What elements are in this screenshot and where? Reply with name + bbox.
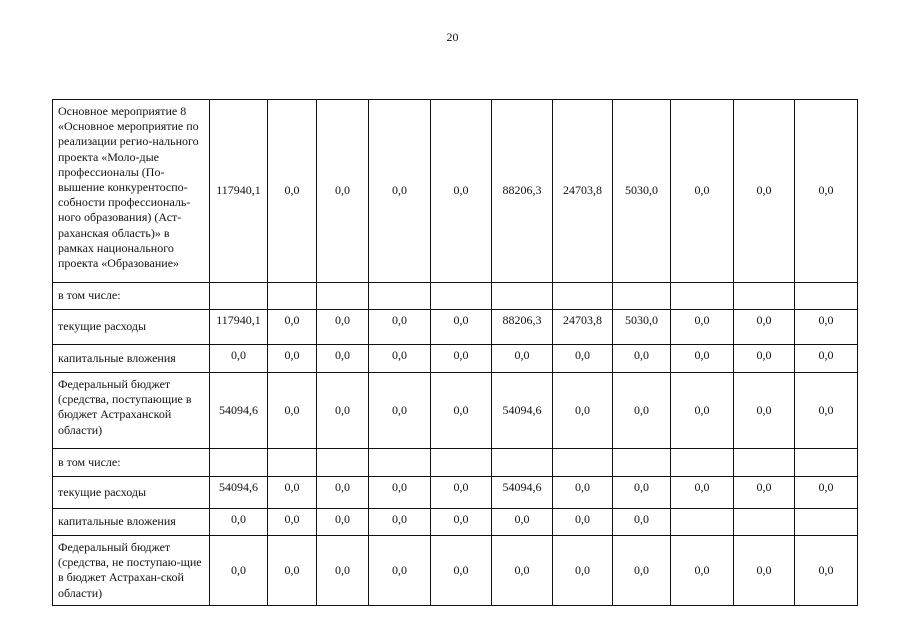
table-cell: 117940,1 (210, 100, 268, 283)
table-cell (210, 449, 268, 477)
table-cell: 0,0 (268, 310, 317, 345)
table-cell: 5030,0 (613, 310, 671, 345)
table-cell (734, 283, 795, 310)
table-cell: 0,0 (317, 310, 369, 345)
table-row (53, 536, 858, 606)
table-cell: 0,0 (431, 536, 492, 606)
table-cell: 0,0 (734, 100, 795, 283)
table-cell (492, 283, 553, 310)
table-cell: 0,0 (553, 509, 613, 536)
table-cell: 0,0 (431, 100, 492, 283)
table-cell: 0,0 (613, 477, 671, 509)
row-label: капитальные вложения (53, 509, 210, 536)
table-cell: 88206,3 (492, 310, 553, 345)
table-cell: 0,0 (431, 509, 492, 536)
table-cell: 54094,6 (492, 477, 553, 509)
budget-table (52, 99, 858, 606)
table-cell (795, 509, 858, 536)
table-cell: 0,0 (431, 477, 492, 509)
table-cell (492, 449, 553, 477)
table-cell: 0,0 (317, 100, 369, 283)
table-cell: 0,0 (317, 536, 369, 606)
table-cell: 0,0 (317, 345, 369, 373)
table-cell (268, 449, 317, 477)
table-cell: 0,0 (369, 477, 431, 509)
table-cell: 0,0 (210, 509, 268, 536)
table-cell: 0,0 (369, 345, 431, 373)
table-cell (553, 449, 613, 477)
table-cell: 0,0 (268, 345, 317, 373)
table-cell: 0,0 (795, 536, 858, 606)
table-cell: 0,0 (369, 310, 431, 345)
table-cell: 0,0 (431, 373, 492, 449)
table-cell: 88206,3 (492, 100, 553, 283)
table-cell (431, 449, 492, 477)
table-cell: 0,0 (268, 509, 317, 536)
table-cell: 0,0 (369, 509, 431, 536)
table-cell: 0,0 (492, 509, 553, 536)
table-cell: 0,0 (795, 373, 858, 449)
row-label: Федеральный бюджет (средства, поступающие в бюджет Астраханской области) (53, 373, 210, 449)
table-cell: 0,0 (431, 310, 492, 345)
table-row (53, 310, 858, 345)
table-cell: 0,0 (671, 345, 734, 373)
table-cell (268, 283, 317, 310)
table-row (53, 509, 858, 536)
table-cell: 0,0 (369, 100, 431, 283)
table-row (53, 373, 858, 449)
row-label: Основное мероприятие 8 «Основное мероприятие по реализации регио-нального проекта «Моло-дые профессионалы (По-вышение конкурентоспо-собности профессиональ-ного образования) (Аст-раханская область)» в рамках национального проекта «Образование» (53, 100, 210, 283)
table-row (53, 449, 858, 477)
row-label: Федеральный бюджет (средства, не поступаю-щие в бюджет Астрахан-ской области) (53, 536, 210, 606)
table-cell: 0,0 (795, 310, 858, 345)
table-cell: 0,0 (210, 345, 268, 373)
table-cell (317, 283, 369, 310)
table-cell (795, 449, 858, 477)
table-row (53, 283, 858, 310)
table-cell: 0,0 (553, 477, 613, 509)
table-cell: 0,0 (268, 100, 317, 283)
table-cell (431, 283, 492, 310)
table-cell: 0,0 (613, 373, 671, 449)
table-cell: 0,0 (553, 536, 613, 606)
table-cell: 0,0 (268, 477, 317, 509)
table-cell (613, 283, 671, 310)
table-cell (795, 283, 858, 310)
row-label: капитальные вложения (53, 345, 210, 373)
table-cell: 0,0 (210, 536, 268, 606)
table-cell: 0,0 (671, 536, 734, 606)
table-cell: 0,0 (734, 477, 795, 509)
table-cell (553, 283, 613, 310)
page-number: 20 (446, 30, 459, 44)
table-cell: 0,0 (734, 373, 795, 449)
table-cell (734, 449, 795, 477)
table-cell (210, 283, 268, 310)
table-row (53, 477, 858, 509)
table-cell: 0,0 (268, 536, 317, 606)
table-cell (317, 449, 369, 477)
table-cell: 0,0 (795, 100, 858, 283)
table-cell (734, 509, 795, 536)
table-cell: 0,0 (671, 310, 734, 345)
table-cell: 0,0 (613, 509, 671, 536)
table-cell: 0,0 (795, 477, 858, 509)
table-cell: 54094,6 (210, 477, 268, 509)
row-label: в том числе: (53, 283, 210, 310)
table-cell: 0,0 (553, 373, 613, 449)
table-cell: 0,0 (317, 477, 369, 509)
row-label: текущие расходы (53, 477, 210, 509)
row-label: текущие расходы (53, 310, 210, 345)
table-cell: 54094,6 (210, 373, 268, 449)
row-label: в том числе: (53, 449, 210, 477)
table-cell: 0,0 (613, 536, 671, 606)
table-row (53, 100, 858, 283)
table-cell (671, 283, 734, 310)
table-cell: 0,0 (553, 345, 613, 373)
table-cell: 0,0 (317, 509, 369, 536)
table-cell: 0,0 (671, 100, 734, 283)
table-cell: 24703,8 (553, 310, 613, 345)
table-cell (369, 449, 431, 477)
table-cell: 0,0 (671, 477, 734, 509)
table-cell: 0,0 (431, 345, 492, 373)
table-cell: 0,0 (492, 345, 553, 373)
table-cell: 24703,8 (553, 100, 613, 283)
table-cell: 0,0 (613, 345, 671, 373)
table-cell: 0,0 (268, 373, 317, 449)
table-cell: 117940,1 (210, 310, 268, 345)
table-cell: 0,0 (369, 373, 431, 449)
table-cell (369, 283, 431, 310)
table-cell (671, 509, 734, 536)
table-cell: 0,0 (734, 345, 795, 373)
table-cell: 54094,6 (492, 373, 553, 449)
table-cell: 0,0 (734, 536, 795, 606)
table-cell: 5030,0 (613, 100, 671, 283)
table-row (53, 345, 858, 373)
table-cell: 0,0 (671, 373, 734, 449)
table-cell: 0,0 (369, 536, 431, 606)
table-cell: 0,0 (734, 310, 795, 345)
table-cell: 0,0 (492, 536, 553, 606)
table-cell (671, 449, 734, 477)
table-cell: 0,0 (795, 345, 858, 373)
table-cell: 0,0 (317, 373, 369, 449)
table-cell (613, 449, 671, 477)
